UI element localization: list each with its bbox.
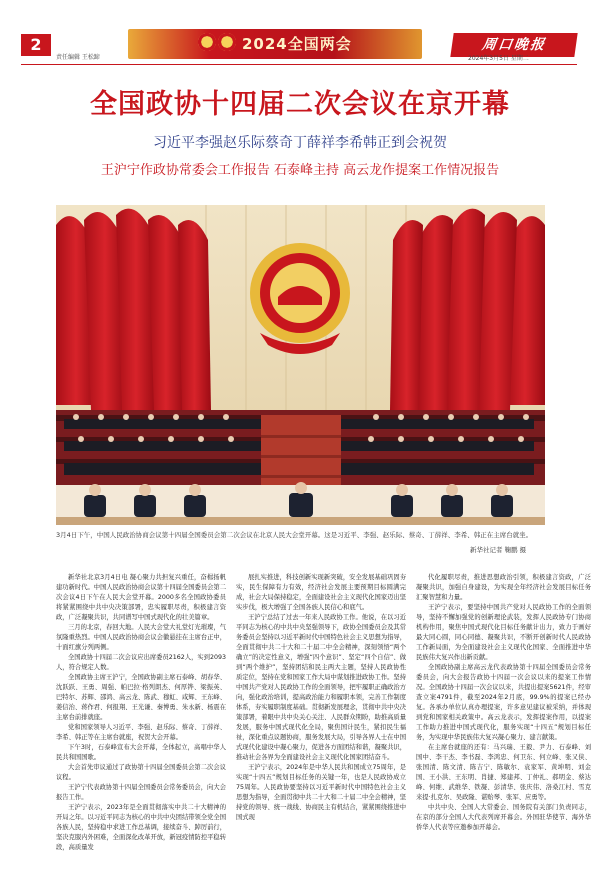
cppcc-emblem-icon: [250, 243, 350, 354]
article-column-2: [236, 573, 406, 888]
page-number: 2: [21, 34, 51, 56]
cppcc-emblem-icon: [218, 33, 236, 51]
article-paragraph: 三月的北京，春回大地。人民大会堂大礼堂灯光璀璨，气氛隆重热烈。中国人民政治协商会议会徽悬挂在主席台正中，十面红旗分列两侧。: [56, 624, 226, 651]
red-flags-left: [56, 209, 211, 410]
banner-title: 2024全国两会: [242, 35, 352, 53]
article-paragraph: 全国政协十四届二次会议应出席委员2162人，实到2093人，符合规定人数。: [56, 654, 226, 671]
article-paragraph: 王沪宁总结了过去一年来人民政协工作。他说，在以习近平同志为核心的中共中央坚强领导下，政协全国委员会及其常务委员会坚持以习近平新时代中国特色社会主义思想为指导，全面贯彻中共二十大和二十届二中全会精神，深刻领悟“两个确立”的决定性意义，增强“四个意识”、坚定“四个自信”、做到“两个维护”，坚持团结和民主两大主题，坚持人民政协性质定位，坚持在党和国家工作大局中谋划推进政协工作。坚持中国共产党对人民政协工作的全面领导，把牢履职正确政治方向，强化政治培训，提高政治能力和履职本领，完善工作制度体系，夯实履职制度基础。贯彻新发展理念，贯彻中共中央决策部署，着眼中共中央关心关注、人民群众期盼，助推高质量发展，服务中国式现代化全局，聚焦国计民生，紧扣民生福祉，深化重点议题协商，服务发展大局，引导各界人士在中国式现代化建设中凝心聚力，促进各方面团结和谐，凝聚共识，推动社会各界为全面建设社会主义现代化国家团结奋斗。: [236, 614, 406, 761]
article-paragraph: 在主席台就座的还有：马兴瑞、王毅、尹力、石泰峰、刘国中、李干杰、李书磊、李鸿忠、何卫东、何立峰、张又侠、张国清、陈文清、陈吉宁、陈敏尔、袁家军、黄坤明、刘金国、王小洪、王东明、肖捷、郑建邦、丁仲礼、郝明金、蔡达峰、何维、武维华、铁凝、彭清华、张庆伟、洛桑江村、雪克来提·扎克尔、吴政隆、谌贻琴、张军、应勇等。: [416, 744, 591, 801]
section-banner: [128, 29, 422, 59]
article-paragraph: 王沪宁表示，2023年是全面贯彻落实中共二十大精神的开局之年。以习近平同志为核心的中共中央团结带领全党全国各族人民，坚持稳中求进工作总基调，接续奋斗、踔厉前行，坚决克服内外困难，全面深化改革开放，新冠疫情防控平稳转段，高质量发: [56, 804, 226, 851]
article-paragraph: 王沪宁表示，2024年是中华人民共和国成立75周年，是实现“十四五”规划目标任务的关键一年，也是人民政协成立75周年。人民政协要坚持以习近平新时代中国特色社会主义思想为指导，全面贯彻中共二十大和二十届二中全会精神，坚持党的领导、统一战线、协商民主有机结合，紧紧围绕推进中国式现: [236, 764, 406, 821]
subheadline: 习近平李强赵乐际蔡奇丁薛祥李希韩正到会祝贺: [153, 135, 447, 151]
article-paragraph: 大会首先审议通过了政协第十四届全国委员会第二次会议议程。: [56, 764, 226, 781]
photo-credit: 新华社记者 鞠鹏 摄: [470, 546, 527, 554]
issue-date: 2024年3月5日 星期二: [468, 55, 529, 62]
article-column-1: [56, 573, 226, 888]
red-flags-right: [390, 209, 545, 410]
deck-headline: 王沪宁作政协常委会工作报告 石泰峰主持 高云龙作提案工作情况报告: [100, 163, 500, 178]
article-paragraph: 全国政协副主席高云龙代表政协第十四届全国委员会常务委员会，向大会报告政协十四届一次会议以来的提案工作情况。全国政协十四届一次会议以来，共提出提案5621件，经审查立案4791件，截至2024年2月底，99.9%的提案已经办复。各承办单位认真办理提案，许多意见建议被采纳，并体现到党和国家相关政策中。高云龙表示，发挥提案作用，以提案工作助力推进中国式现代化，服务实现“十四五”规划目标任务，为实现中华民族伟大复兴凝心聚力、建言献策。: [416, 664, 591, 741]
article-paragraph: 王沪宁代表政协第十四届全国委员会常务委员会，向大会报告工作。: [56, 784, 226, 801]
header-divider: [21, 64, 577, 65]
article-paragraph: 中共中央、全国人大常委会、国务院有关部门负责同志，在京的部分全国人大代表列席开幕会。外国驻华使节、海外华侨华人代表等应邀参加开幕会。: [416, 804, 591, 831]
article-paragraph: 代化履职尽责，推进思想政治引领，积极建言资政，广泛凝聚共识，加强自身建设，为实现全年经济社会发展目标任务汇聚智慧和力量。: [416, 574, 591, 601]
national-emblem-icon: [198, 33, 216, 51]
article-paragraph: 展扎实推进，科技创新实现新突破，安全发展基础巩固夯实，民生保障有力有效，经济社会发展主要预期目标圆满完成，社会大局保持稳定，全面建设社会主义现代化国家迈出坚实步伐，极大增强了全国各族人民信心和底气。: [236, 574, 406, 611]
editor-credit: 责任编辑 王松蹄: [56, 54, 100, 61]
article-column-3: [416, 573, 591, 888]
main-headline: 全国政协十四届二次会议在京开幕: [90, 89, 510, 120]
masthead-logo: 周口晚报: [450, 33, 577, 57]
news-photo: [56, 205, 545, 525]
photo-caption: 3月4日下午，中国人民政治协商会议第十四届全国委员会第二次会议在北京人民大会堂开幕。这是习近平、李强、赵乐际、蔡奇、丁薛祥、李希、韩正在主席台就坐。: [56, 531, 533, 539]
article-paragraph: 下午3时，石泰峰宣布大会开幕，全体起立，高唱中华人民共和国国歌。: [56, 744, 226, 761]
article-paragraph: 党和国家领导人习近平、李强、赵乐际、蔡奇、丁薛祥、李希、韩正等在主席台就座，祝贺大会开幕。: [56, 724, 226, 741]
article-paragraph: 全国政协主席王沪宁，全国政协副主席石泰峰、胡春华、沈跃跃、王勇、周强、帕巴拉·格列朗杰、何厚铧、梁振英、巴特尔、苏辉、邵鸿、高云龙、陈武、穆虹、咸辉、王东峰、姜信治、蒋作君、何报翔、王光谦、秦博勇、朱永新、杨震在主席台前排就座。: [56, 674, 226, 721]
article-paragraph: 新华社北京3月4日电 凝心聚力共担复兴重任，奋楫扬帆建功新时代。中国人民政治协商会议第十四届全国委员会第二次会议4日下午在人民大会堂开幕。2000多名全国政协委员将紧紧围绕中共中央决策部署，忠实履职尽责，积极建言资政，广泛凝聚共识，共同谱写中国式现代化的壮美篇章。: [56, 574, 226, 621]
article-paragraph: 王沪宁表示，要坚持中国共产党对人民政协工作的全面领导，坚持不懈加强党的创新理论武装，发挥人民政协专门协商机构作用，聚焦中国式现代化目标任务献计出力，致力于画好最大同心圆，同心同德、凝聚共识，不断开创新时代人民政协工作新局面，为全面建设社会主义现代化国家、全面推进中华民族伟大复兴作出新贡献。: [416, 604, 591, 661]
